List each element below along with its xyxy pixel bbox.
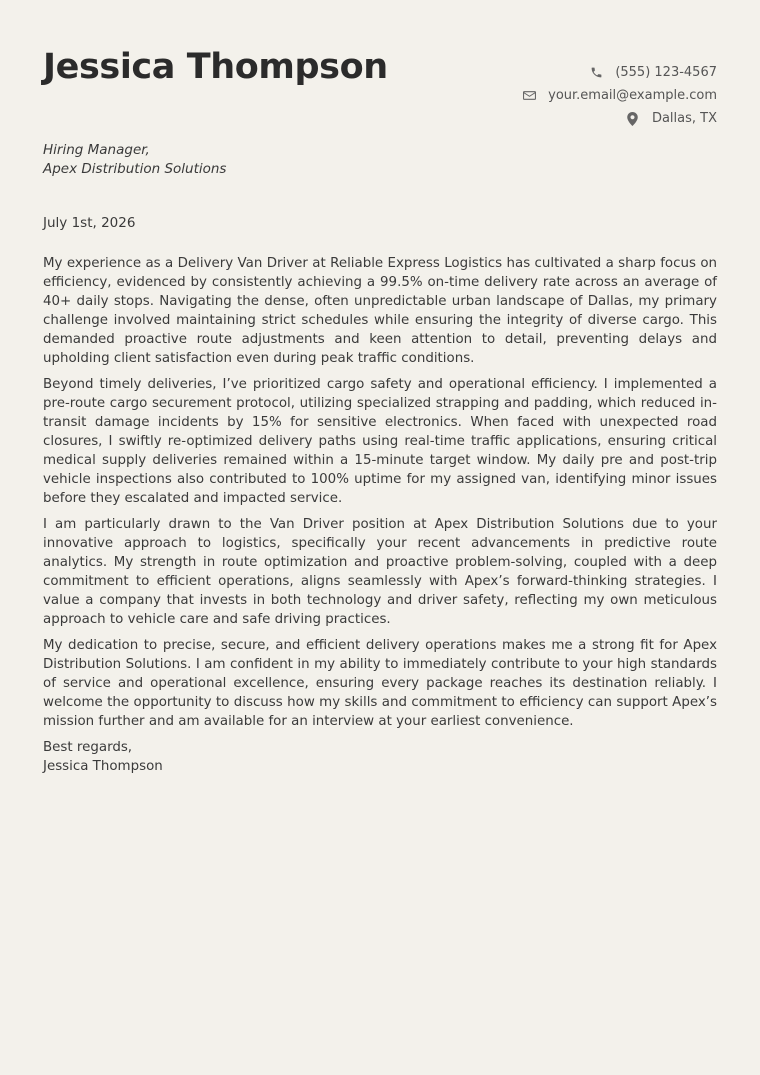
recipient-block	[43, 141, 226, 179]
body-paragraph-2: Beyond timely deliveries, I’ve prioritized cargo safety and operational efficiency. I implemented a pre-route cargo securement protocol, utilizing specialized strapping and padding, which reduced in-transit damage incidents by 15% for sensitive electronics. When faced with unexpected road closures, I swiftly re-optimized delivery paths using real-time traffic applications, ensuring critical medical supply deliveries remained within a 15-minute target window. My daily pre and post-trip vehicle inspections also contributed to 100% uptime for my assigned van, identifying minor issues before they escalated and impacted service.	[43, 377, 717, 506]
contact-phone-row	[522, 61, 717, 84]
letter-date: July 1st, 2026	[43, 215, 136, 231]
email-address: your.email@example.com	[548, 88, 717, 103]
contact-info	[522, 61, 717, 130]
recipient-title: Hiring Manager,	[43, 142, 150, 158]
body-paragraph-4: My dedication to precise, secure, and efficient delivery operations makes me a strong fit for Apex Distribution Solutions. I am confident in my ability to immediately contribute to your high standards of service and operational excellence, ensuring every package reaches its destination reliably. I welcome the opportunity to discuss how my skills and commitment to efficiency can support Apex’s mission further and am available for an interview at your earliest convenience.	[43, 638, 717, 729]
contact-email-row	[522, 84, 717, 107]
applicant-name: Jessica Thompson	[43, 47, 388, 87]
recipient-company: Apex Distribution Solutions	[43, 161, 227, 177]
body-paragraph-1: My experience as a Delivery Van Driver at Reliable Express Logistics has cultivated a sharp focus on efficiency, evidenced by consistently achieving a 99.5% on-time delivery rate across an average of 40+ daily stops. Navigating the dense, often unpredictable urban landscape of Dallas, my primary challenge involved maintaining strict schedules while ensuring the integrity of diverse cargo. This demanded proactive route adjustments and keen attention to detail, preventing delays and upholding client satisfaction even during peak traffic conditions.	[43, 256, 717, 366]
letter-header	[43, 0, 717, 130]
closing-salutation: Best regards,	[43, 740, 133, 755]
map-pin-icon	[626, 112, 640, 126]
phone-number: (555) 123-4567	[615, 65, 717, 80]
closing-block	[43, 738, 717, 776]
contact-location-row	[522, 107, 717, 130]
closing-signature: Jessica Thompson	[43, 759, 163, 774]
location: Dallas, TX	[651, 111, 717, 126]
letter-body	[43, 254, 717, 776]
body-paragraph-3: I am particularly drawn to the Van Driver position at Apex Distribution Solutions due to your innovative approach to logistics, specifically your recent advancements in predictive route analytics. My strength in route optimization and proactive problem-solving, coupled with a deep commitment to efficient operations, aligns seamlessly with Apex’s forward-thinking strategies. I value a company that invests in both technology and driver safety, reflecting my own meticulous approach to vehicle care and safe driving practices.	[43, 517, 717, 627]
envelope-icon	[522, 89, 536, 103]
phone-icon	[589, 66, 603, 80]
